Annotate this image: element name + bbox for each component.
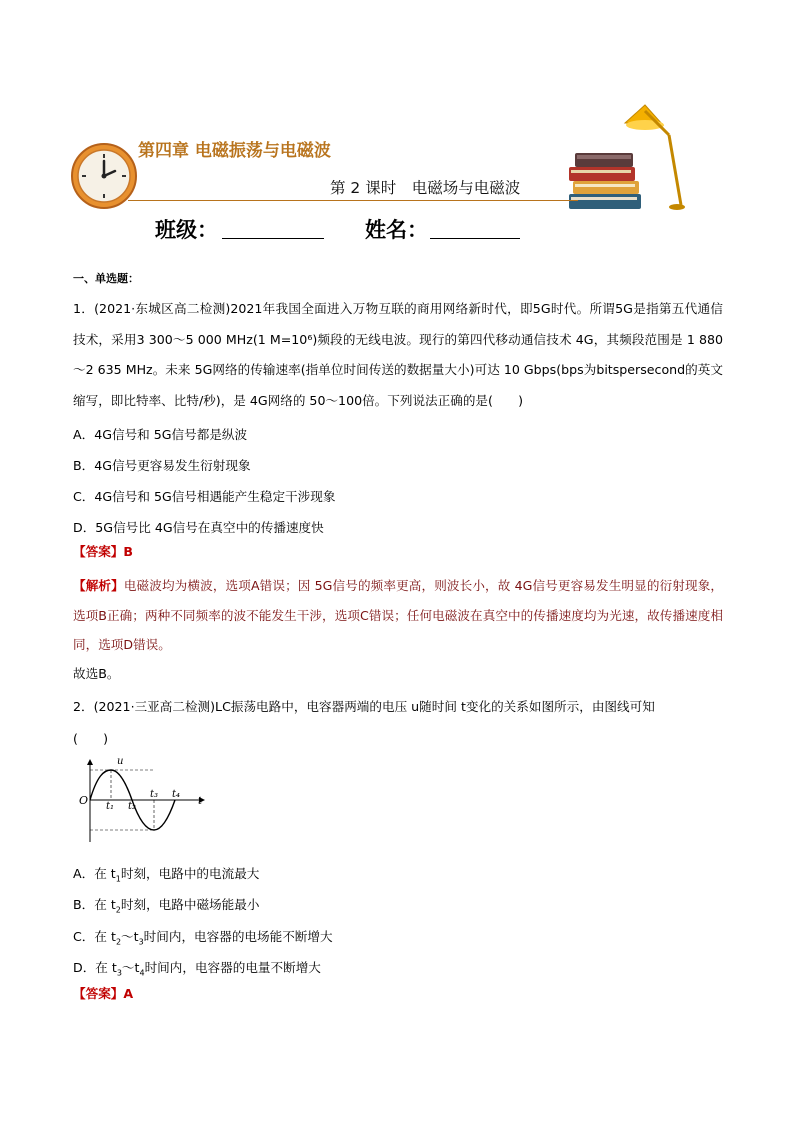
- tick-t2: t₂: [128, 801, 137, 812]
- header-divider: [128, 200, 578, 201]
- question-2-stem: 2．(2021·三亚高二检测)LC振荡电路中，电容器两端的电压 u随时间 t变化的关系如图所示，由图线可知: [73, 699, 655, 714]
- q2-answer: 【答案】A: [73, 986, 134, 1001]
- q1-option-d: D．5G信号比 4G信号在真空中的传播速度快: [73, 520, 324, 535]
- origin-label: O: [79, 794, 89, 807]
- x-axis-label: t: [198, 796, 203, 807]
- q1-analysis-tag: 【解析】: [73, 578, 124, 593]
- class-field[interactable]: [222, 238, 324, 239]
- q2-option-d: D．在 $t_3\sim t_4$时间内，电容器的电量不断增大: [73, 960, 321, 978]
- lesson-title: 第 2 课时 电磁场与电磁波: [330, 179, 521, 197]
- name-label: 姓名：: [365, 218, 428, 242]
- q1-answer: 【答案】B: [73, 544, 133, 559]
- q1-analysis: [73, 571, 723, 660]
- books-lamp-illustration: [565, 95, 685, 215]
- y-axis-label: u: [117, 756, 124, 767]
- q1-analysis-text: 电磁波均为横波，选项A错误；因 5G信号的频率更高，则波长小，故 4G信号更容易发生明显的衍射现象，选项B正确；两种不同频率的波不能发生干涉，选项C错误；任何电磁波在真空中的传播速度均为光速，故传播速度相同，选项D错误。: [73, 578, 723, 652]
- chapter-title: 第四章 电磁振荡与电磁波: [138, 141, 331, 161]
- q2-option-c: C．在 $t_2\sim t_3$时间内，电容器的电场能不断增大: [73, 929, 333, 947]
- tick-t4: t₄: [172, 789, 181, 800]
- question-2-stem-blank: ( ): [73, 731, 109, 746]
- q1-option-a: A．4G信号和 5G信号都是纵波: [73, 427, 248, 442]
- question-1-stem: 1．(2021·东城区高二检测)2021年我国全面进入万物互联的商用网络新时代，即5G时代。所谓5G是指第五代通信技术，采用3 300～5 000 MHz(1 M=10⁶)频段的无线电波。现行的第四代移动通信技术 4G，其频段范围是 1 880～2 635 MHz。未来 5G网络的传输速率(指单位时间传送的数据量大小)可达 10 Gbps(bps为bitspersecond的英文缩写，即比特率、比特/秒)，是 4G网络的 50～100倍。下列说法正确的是( ): [73, 301, 723, 408]
- q2-option-a: A．在 $t_1$时刻，电路中的电流最大: [73, 866, 260, 884]
- tick-t3: t₃: [150, 789, 159, 800]
- q1-conclusion: 故选B。: [73, 666, 120, 681]
- u-t-graph: [80, 756, 210, 846]
- name-field[interactable]: [430, 238, 520, 239]
- q1-option-c: C．4G信号和 5G信号相遇能产生稳定干涉现象: [73, 489, 336, 504]
- section-heading: 一、单选题：: [73, 272, 139, 285]
- q2-option-b: B．在 $t_2$时刻，电路中磁场能最小: [73, 897, 260, 915]
- class-label: 班级：: [155, 218, 218, 242]
- tick-t1: t₁: [106, 801, 115, 812]
- q1-option-b: B．4G信号更容易发生衍射现象: [73, 458, 251, 473]
